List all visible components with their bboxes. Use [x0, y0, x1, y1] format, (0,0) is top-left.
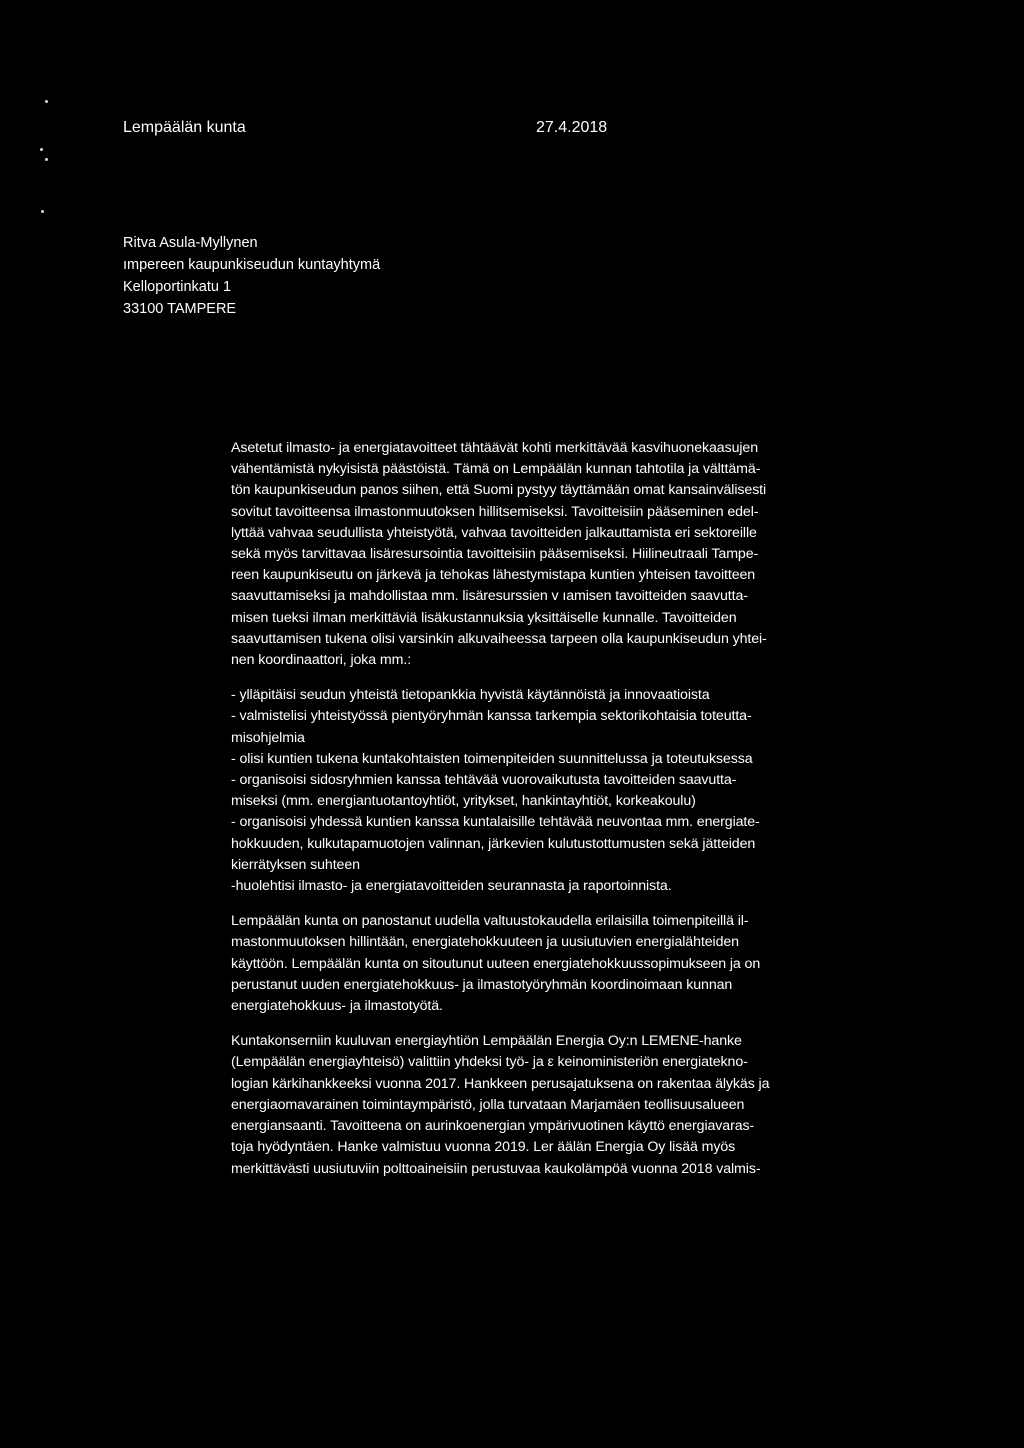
text-line: saavuttamisen tukena olisi varsinkin alkuvaiheessa tarpeen olla kaupunkiseudun yhtei-	[231, 630, 767, 647]
paragraph-spacer	[231, 897, 871, 911]
text-line: energiansaanti. Tavoitteena on aurinkoenergian ympärivuotinen käyttö energiavaras-	[231, 1118, 755, 1135]
list-item: kierrätyksen suhteen	[231, 856, 360, 873]
list-item: - olisi kuntien tukena kuntakohtaisten toimenpiteiden suunnittelussa ja toteutuksessa	[231, 750, 753, 767]
list-item: - organisoisi sidosryhmien kanssa tehtävää vuorovaikutusta tavoitteiden saavutta-	[231, 772, 737, 789]
task-list	[231, 685, 871, 897]
scan-speck	[41, 210, 44, 213]
recipient-address	[123, 232, 380, 320]
list-item: -huolehtisi ilmasto- ja energiatavoitteiden seurannasta ja raportoinnista.	[231, 878, 672, 895]
recipient-name: Ritva Asula-Myllynen	[123, 235, 258, 251]
text-line: vähentämistä nykyisistä päästöistä. Tämä on Lempäälän kunnan tahtotila ja välttämä-	[231, 461, 761, 478]
scan-speck	[45, 100, 48, 103]
text-line: perustanut uuden energiatehokkuus- ja ilmastotyöryhmän koordinoimaan kunnan	[231, 976, 733, 993]
recipient-street: Kelloportinkatu 1	[123, 279, 232, 295]
paragraph-2	[231, 911, 871, 1017]
recipient-postal: 33100 TAMPERE	[123, 301, 237, 317]
text-line: logian kärkihankkeeksi vuonna 2017. Hankkeen perusajatuksena on rakentaa älykäs ja	[231, 1075, 770, 1092]
list-item: - valmistelisi yhteistyössä pientyöryhmän kanssa tarkempia sektorikohtaisia toteutta-	[231, 708, 752, 725]
text-line: reen kaupunkiseutu on järkevä ja tehokas lähestymistapa kuntien yhteisen tavoitteen	[231, 567, 756, 584]
letter-body	[231, 438, 871, 1180]
scan-speck	[40, 148, 43, 151]
text-line: käyttöön. Lempäälän kunta on sitoutunut uuteen energiatehokkuussopimukseen ja on	[231, 955, 761, 972]
text-line: lyttää vahvaa seudullista yhteistyötä, vahvaa tavoitteiden jalkauttamista eri sektoreille	[231, 524, 757, 541]
text-line: toja hyödyntäen. Hanke valmistuu vuonna 2019. Ler äälän Energia Oy lisää myös	[231, 1139, 736, 1156]
list-item: hokkuuden, kulkutapamuotojen valinnan, järkevien kulutustottumusten sekä jätteiden	[231, 835, 756, 852]
paragraph-1	[231, 438, 871, 671]
list-item: miseksi (mm. energiantuotantoyhtiöt, yritykset, hankintayhtiöt, korkeakoulu)	[231, 793, 696, 810]
paragraph-spacer	[231, 1017, 871, 1031]
paragraph-3	[231, 1031, 871, 1179]
list-item: misohjelmia	[231, 729, 305, 746]
text-line: nen koordinaattori, joka mm.:	[231, 652, 412, 669]
text-line: Asetetut ilmasto- ja energiatavoitteet tähtäävät kohti merkittävää kasvihuonekaasujen	[231, 440, 758, 456]
paragraph-spacer	[231, 671, 871, 685]
list-item: - organisoisi yhdessä kuntien kanssa kuntalaisille tehtävää neuvontaa mm. energiate-	[231, 814, 760, 831]
letter-date: 27.4.2018	[536, 119, 608, 136]
text-line: (Lempäälän energiayhteisö) valittiin yhdeksi työ- ja ε keinoministeriön energiatekno-	[231, 1054, 748, 1071]
text-line: Lempäälän kunta on panostanut uudella valtuustokaudella erilaisilla toimenpiteillä il-	[231, 913, 749, 930]
text-line: saavuttamiseksi ja mahdollistaa mm. lisäresurssien v ıamisen tavoitteiden saavutta-	[231, 588, 748, 605]
list-item: - ylläpitäisi seudun yhteistä tietopankkia hyvistä käytännöistä ja innovaatioista	[231, 687, 710, 704]
text-line: sekä myös tarvittavaa lisäresursointia tavoitteisiin pääsemiseksi. Hiilineutraali Tampe-	[231, 546, 759, 563]
text-line: sovitut tavoitteensa ilmastonmuutoksen hillitsemiseksi. Tavoitteisiin pääseminen edel-	[231, 503, 759, 520]
text-line: misen tueksi ilman merkittäviä lisäkustannuksia yksittäiselle kunnalle. Tavoitteiden	[231, 609, 737, 626]
text-line: energiaomavarainen toimintaympäristö, jolla turvataan Marjamäen teollisuusalueen	[231, 1096, 745, 1113]
text-line: Kuntakonserniin kuuluvan energiayhtiön Lempäälän Energia Oy:n LEMENE-hanke	[231, 1033, 742, 1050]
sender-organization: Lempäälän kunta	[123, 119, 246, 136]
text-line: tön kaupunkiseudun panos siihen, että Suomi pystyy täyttämään omat kansainvälisesti	[231, 482, 767, 499]
text-line: merkittävästi uusiutuviin polttoaineisiin perustuvaa kaukolämpöä vuonna 2018 valmis-	[231, 1160, 761, 1177]
text-line: energiatehokkuus- ja ilmastotyötä.	[231, 998, 443, 1015]
text-line: mastonmuutoksen hillintään, energiatehokkuuteen ja uusiutuvien energialähteiden	[231, 934, 739, 951]
recipient-organization: ımpereen kaupunkiseudun kuntayhtymä	[123, 257, 381, 273]
scan-speck	[45, 158, 48, 161]
